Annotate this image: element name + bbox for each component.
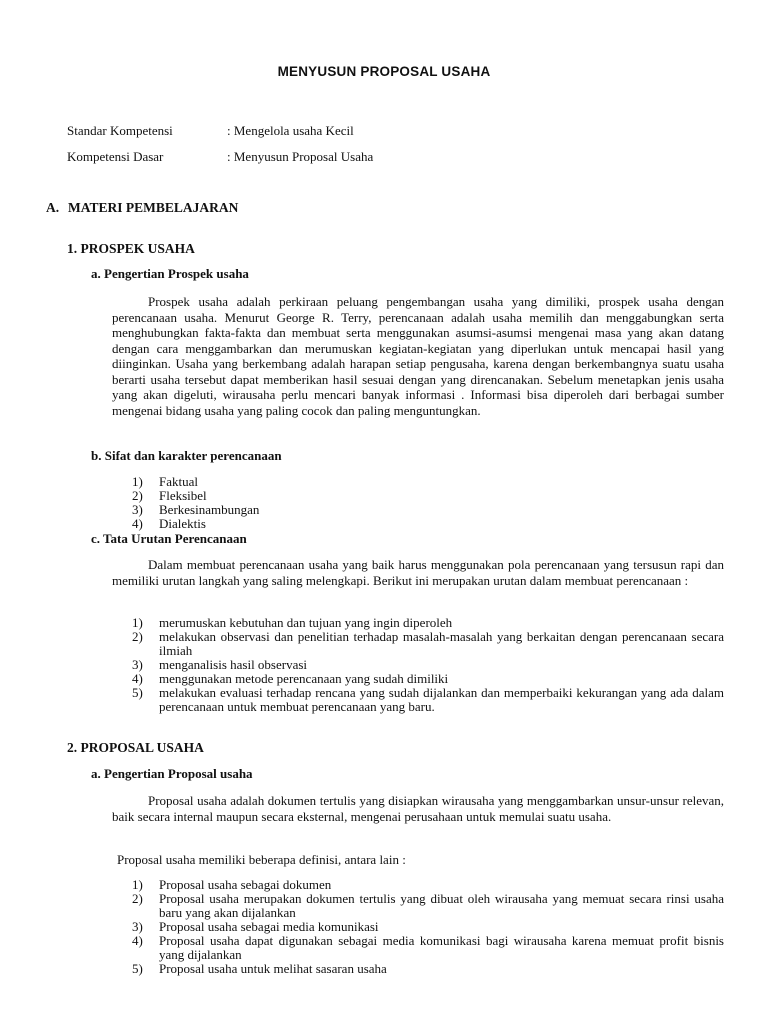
list-item: 1) Faktual bbox=[132, 474, 198, 489]
meta-row-standar bbox=[67, 123, 727, 139]
list-item: 5) Proposal usaha untuk melihat sasaran usaha bbox=[132, 961, 387, 976]
list-item: 4) Dialektis bbox=[132, 516, 206, 531]
list-item: 1) Proposal usaha sebagai dokumen bbox=[132, 877, 332, 892]
list-item: 3) menganalisis hasil observasi bbox=[132, 657, 308, 672]
subheading-pengertian-prospek: a. Pengertian Prospek usaha bbox=[91, 266, 249, 281]
heading-prospek-usaha: 1. PROSPEK USAHA bbox=[67, 241, 195, 256]
subheading-tata-urutan: c. Tata Urutan Perencanaan bbox=[91, 531, 247, 546]
paragraph-definisi-intro: Proposal usaha memiliki beberapa definisi, antara lain : bbox=[117, 852, 406, 867]
document-title: MENYUSUN PROPOSAL USAHA bbox=[277, 64, 491, 79]
list-sifat-karakter bbox=[132, 475, 724, 531]
section-title: MATERI PEMBELAJARAN bbox=[68, 200, 239, 215]
meta-value: : Menyusun Proposal Usaha bbox=[227, 149, 374, 164]
list-item: 2) melakukan observasi dan penelitian terhadap masalah-masalah yang berkaitan dengan perencanaan secara ilmiah bbox=[132, 629, 724, 658]
list-item: 3) Proposal usaha sebagai media komunikasi bbox=[132, 919, 379, 934]
subheading-pengertian-proposal: a. Pengertian Proposal usaha bbox=[91, 766, 253, 781]
meta-label: Standar Kompetensi bbox=[67, 123, 173, 138]
meta-label: Kompetensi Dasar bbox=[67, 149, 164, 164]
section-heading-a bbox=[46, 200, 238, 216]
heading-proposal-usaha: 2. PROPOSAL USAHA bbox=[67, 740, 204, 755]
list-definisi-proposal bbox=[132, 878, 724, 976]
list-tata-urutan bbox=[132, 616, 724, 714]
list-item: 4) Proposal usaha dapat digunakan sebagai media komunikasi bagi wirausaha karena memuat profit bisnis yang dijalankan bbox=[132, 933, 724, 962]
list-item: 2) Fleksibel bbox=[132, 488, 207, 503]
meta-row-kompetensi bbox=[67, 149, 727, 165]
paragraph-proposal-usaha: Proposal usaha adalah dokumen tertulis yang disiapkan wirausaha yang menggambarkan unsur-unsur relevan, baik secara internal maupun secara eksternal, mengenai perusahaan untuk memulai suatu usaha. bbox=[112, 793, 724, 824]
paragraph-tata-urutan: Dalam membuat perencanaan usaha yang baik harus menggunakan pola perencanaan yang tersusun rapi dan memiliki urutan langkah yang saling melengkapi. Berikut ini merupakan urutan dalam membuat perencanaan : bbox=[112, 557, 724, 588]
subheading-sifat-karakter: b. Sifat dan karakter perencanaan bbox=[91, 448, 282, 463]
section-number: A. bbox=[46, 200, 60, 215]
meta-value: : Mengelola usaha Kecil bbox=[227, 123, 354, 138]
list-item: 1) merumuskan kebutuhan dan tujuan yang ingin diperoleh bbox=[132, 615, 453, 630]
list-item: 2) Proposal usaha merupakan dokumen tertulis yang dibuat oleh wirausaha yang memuat secara rinsi usaha baru yang akan dijalankan bbox=[132, 891, 724, 920]
list-item: 5) melakukan evaluasi terhadap rencana yang sudah dijalankan dan memperbaiki kekurangan yang ada dalam perencanaan untuk membuat perencanaan yang baru. bbox=[132, 685, 724, 714]
paragraph-prospek-usaha: Prospek usaha adalah perkiraan peluang pengembangan usaha yang dimiliki, prospek usaha dengan perencanaan usaha. Menurut George R. Terry, perencanaan adalah usaha memilih dan menggabungkan serta menghubungkan fakta-fakta dan membuat serta menggunakan asumsi-asumsi mengenai masa yang akan datang dengan cara menggambarkan dan merumuskan kegiatan-kegiatan yang diperlukan untuk mencapai hasil yang diinginkan. Usaha yang berkembang adalah harapan setiap pengusaha, karena dengan berkembangnya suatu usaha berarti usaha tersebut dapat memberikan hasil sesuai dengan yang direncanakan. Sebelum menetapkan jenis usaha yang akan digeluti, wirausaha perlu mencari banyak informasi . Informasi bisa diperoleh dari berbagai sumber mengenai bidang usaha yang paling cocok dan paling menguntungkan. bbox=[112, 294, 724, 418]
list-item: 4) menggunakan metode perencanaan yang sudah dimiliki bbox=[132, 671, 449, 686]
list-item: 3) Berkesinambungan bbox=[132, 502, 260, 517]
